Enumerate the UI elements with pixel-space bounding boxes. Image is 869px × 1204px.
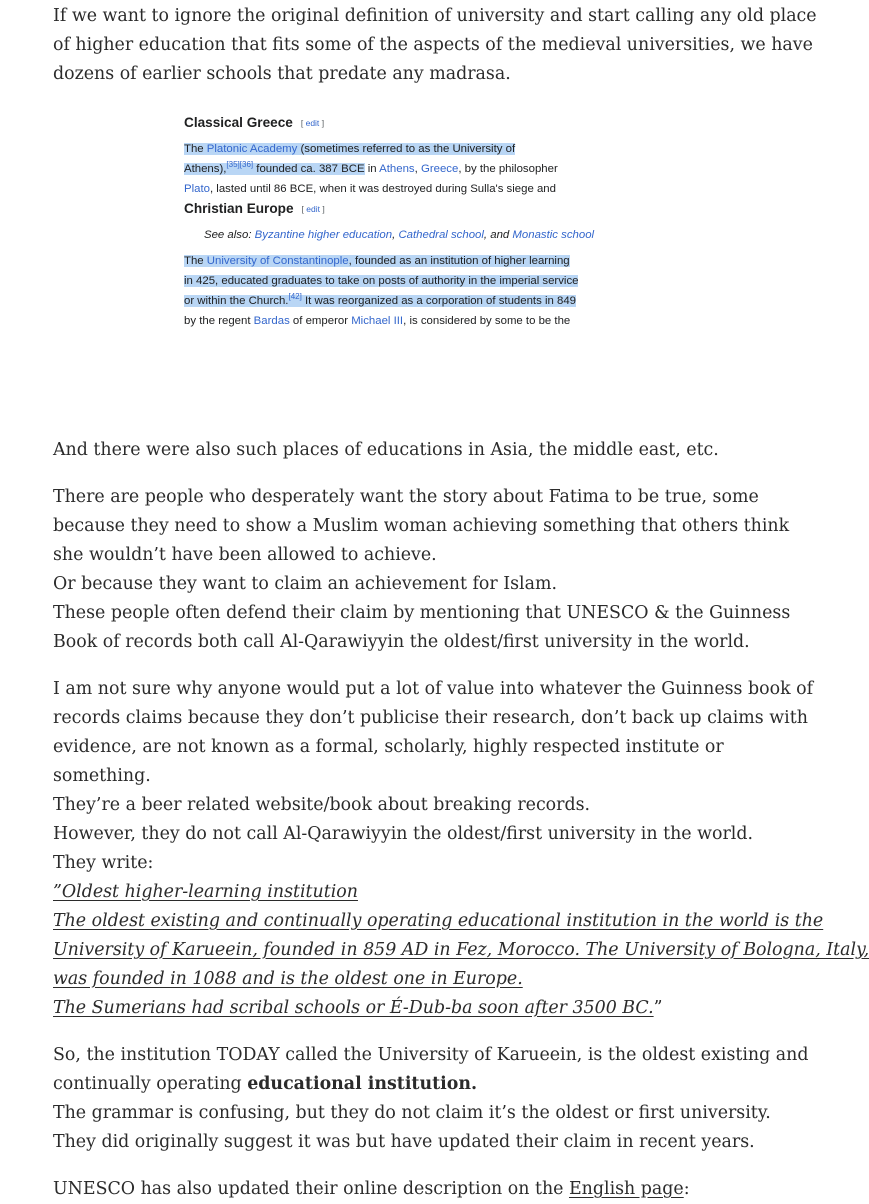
text-line: records claims because they don’t publicise their research, don’t back up claims with bbox=[53, 708, 808, 728]
text-line: And there were also such places of educations in Asia, the middle east, etc. bbox=[53, 440, 719, 460]
quote-close-mark: ” bbox=[653, 998, 663, 1018]
text-line: If we want to ignore the original definition of university and start calling any old place bbox=[53, 6, 817, 26]
article-body bbox=[53, 0, 869, 1204]
athens-link[interactable]: Athens bbox=[379, 163, 415, 175]
see-also-note: See also: Byzantine higher education, Cathedral school, and Monastic school bbox=[204, 229, 595, 241]
unesco-paragraph bbox=[53, 1175, 768, 1204]
text-line: Book of records both call Al-Qarawiyyin the oldest/first university in the world. bbox=[53, 632, 750, 652]
section-heading-christian-europe: Christian Europe [ edit ] bbox=[184, 201, 325, 216]
guinness-quote-link[interactable]: ”Oldest higher-learning institution bbox=[53, 882, 358, 902]
guinness-quote-link[interactable]: University of Karueein, founded in 859 AD in Fez, Morocco. The University of Bologna, Italy, bbox=[53, 940, 869, 960]
fatima-paragraph bbox=[53, 483, 791, 657]
citation-link[interactable]: [35][36] bbox=[226, 160, 254, 170]
platonic-academy-link[interactable]: Platonic Academy bbox=[206, 143, 298, 155]
text-line: They did originally suggest it was but have updated their claim in recent years. bbox=[53, 1132, 755, 1152]
text-line: The University of Constantinople, founded as an institution of higher learning bbox=[184, 255, 570, 267]
text-line: The grammar is confusing, but they do not claim it’s the oldest or first university. bbox=[53, 1103, 771, 1123]
bardas-link[interactable]: Bardas bbox=[253, 315, 290, 327]
text-line: she wouldn’t have been allowed to achieve. bbox=[53, 545, 437, 565]
quote-line bbox=[53, 907, 824, 936]
quote-line bbox=[53, 965, 768, 994]
greece-link[interactable]: Greece bbox=[420, 163, 459, 175]
text-line: dozens of earlier schools that predate any madrasa. bbox=[53, 64, 511, 84]
monastic-school-link[interactable]: Monastic school bbox=[512, 229, 595, 241]
text-line: So, the institution TODAY called the University of Karueein, is the oldest existing and bbox=[53, 1045, 809, 1065]
michael-iii-link[interactable]: Michael III bbox=[351, 315, 404, 327]
text-line: evidence, are not known as a formal, scholarly, highly respected institute or bbox=[53, 737, 724, 757]
text-line: They write: bbox=[53, 853, 154, 873]
text-line: Or because they want to claim an achievement for Islam. bbox=[53, 574, 557, 594]
byzantine-higher-education-link[interactable]: Byzantine higher education bbox=[254, 229, 393, 241]
quote-line bbox=[53, 994, 768, 1023]
text-line: in 425, educated graduates to take on posts of authority in the imperial service bbox=[184, 275, 579, 287]
guinness-quote-link[interactable]: The Sumerians had scribal schools or É-Dub-ba soon after 3500 BC. bbox=[53, 998, 654, 1018]
text-line: The Platonic Academy (sometimes referred to as the University of bbox=[184, 143, 516, 155]
text-line: continually operating educational institution. bbox=[53, 1074, 478, 1094]
today-paragraph bbox=[53, 1041, 809, 1157]
english-page-link[interactable]: English page bbox=[568, 1179, 684, 1199]
text-line: because they need to show a Muslim woman achieving something that others think bbox=[53, 516, 790, 536]
text-line: by the regent Bardas of emperor Michael III, is considered by some to be the bbox=[184, 315, 571, 327]
quote-line bbox=[53, 936, 869, 965]
plato-link[interactable]: Plato bbox=[184, 183, 210, 195]
edit-link[interactable]: edit bbox=[306, 204, 320, 214]
section-heading-classical-greece: Classical Greece [ edit ] bbox=[184, 115, 325, 130]
edit-link[interactable]: edit bbox=[305, 118, 320, 128]
text-line: However, they do not call Al-Qarawiyyin the oldest/first university in the world. bbox=[53, 824, 753, 844]
cathedral-school-link[interactable]: Cathedral school bbox=[398, 229, 484, 241]
text-line: These people often defend their claim by mentioning that UNESCO & the Guinness bbox=[53, 603, 791, 623]
citation-link[interactable]: [42] bbox=[288, 292, 302, 302]
text-line: Plato, lasted until 86 BCE, when it was destroyed during Sulla's siege and bbox=[184, 183, 556, 195]
guinness-quote-link[interactable]: The oldest existing and continually operating educational institution in the world is the bbox=[53, 911, 824, 931]
christian-europe-paragraph bbox=[184, 251, 624, 331]
text-line: or within the Church.[42] It was reorganized as a corporation of students in 849 bbox=[184, 292, 576, 307]
text-line: of higher education that fits some of the aspects of the medieval universities, we have bbox=[53, 35, 813, 55]
wikipedia-excerpt bbox=[184, 113, 624, 331]
guinness-paragraph bbox=[53, 675, 869, 1023]
text-line: There are people who desperately want the story about Fatima to be true, some bbox=[53, 487, 759, 507]
university-of-constantinople-link[interactable]: University of Constantinople bbox=[206, 255, 349, 267]
text-line: UNESCO has also updated their online description on the English page: bbox=[53, 1179, 690, 1199]
quote-line bbox=[53, 878, 768, 907]
text-line: Athens),[35][36] founded ca. 387 BCE in Athens, Greece, by the philosopher bbox=[184, 160, 558, 175]
classical-greece-paragraph bbox=[184, 139, 624, 199]
edit-section-link: [ edit ] bbox=[300, 118, 325, 128]
edit-section-link: [ edit ] bbox=[301, 204, 325, 214]
text-line: I am not sure why anyone would put a lot of value into whatever the Guinness book of bbox=[53, 679, 814, 699]
wikipedia-screenshot bbox=[53, 89, 768, 436]
text-line: They’re a beer related website/book about breaking records. bbox=[53, 795, 591, 815]
intro-paragraph bbox=[53, 2, 817, 89]
asia-paragraph bbox=[53, 436, 768, 465]
guinness-quote-link[interactable]: was founded in 1088 and is the oldest one in Europe. bbox=[53, 969, 523, 989]
bold-emphasis: educational institution. bbox=[247, 1074, 478, 1094]
text-line: something. bbox=[53, 766, 151, 786]
